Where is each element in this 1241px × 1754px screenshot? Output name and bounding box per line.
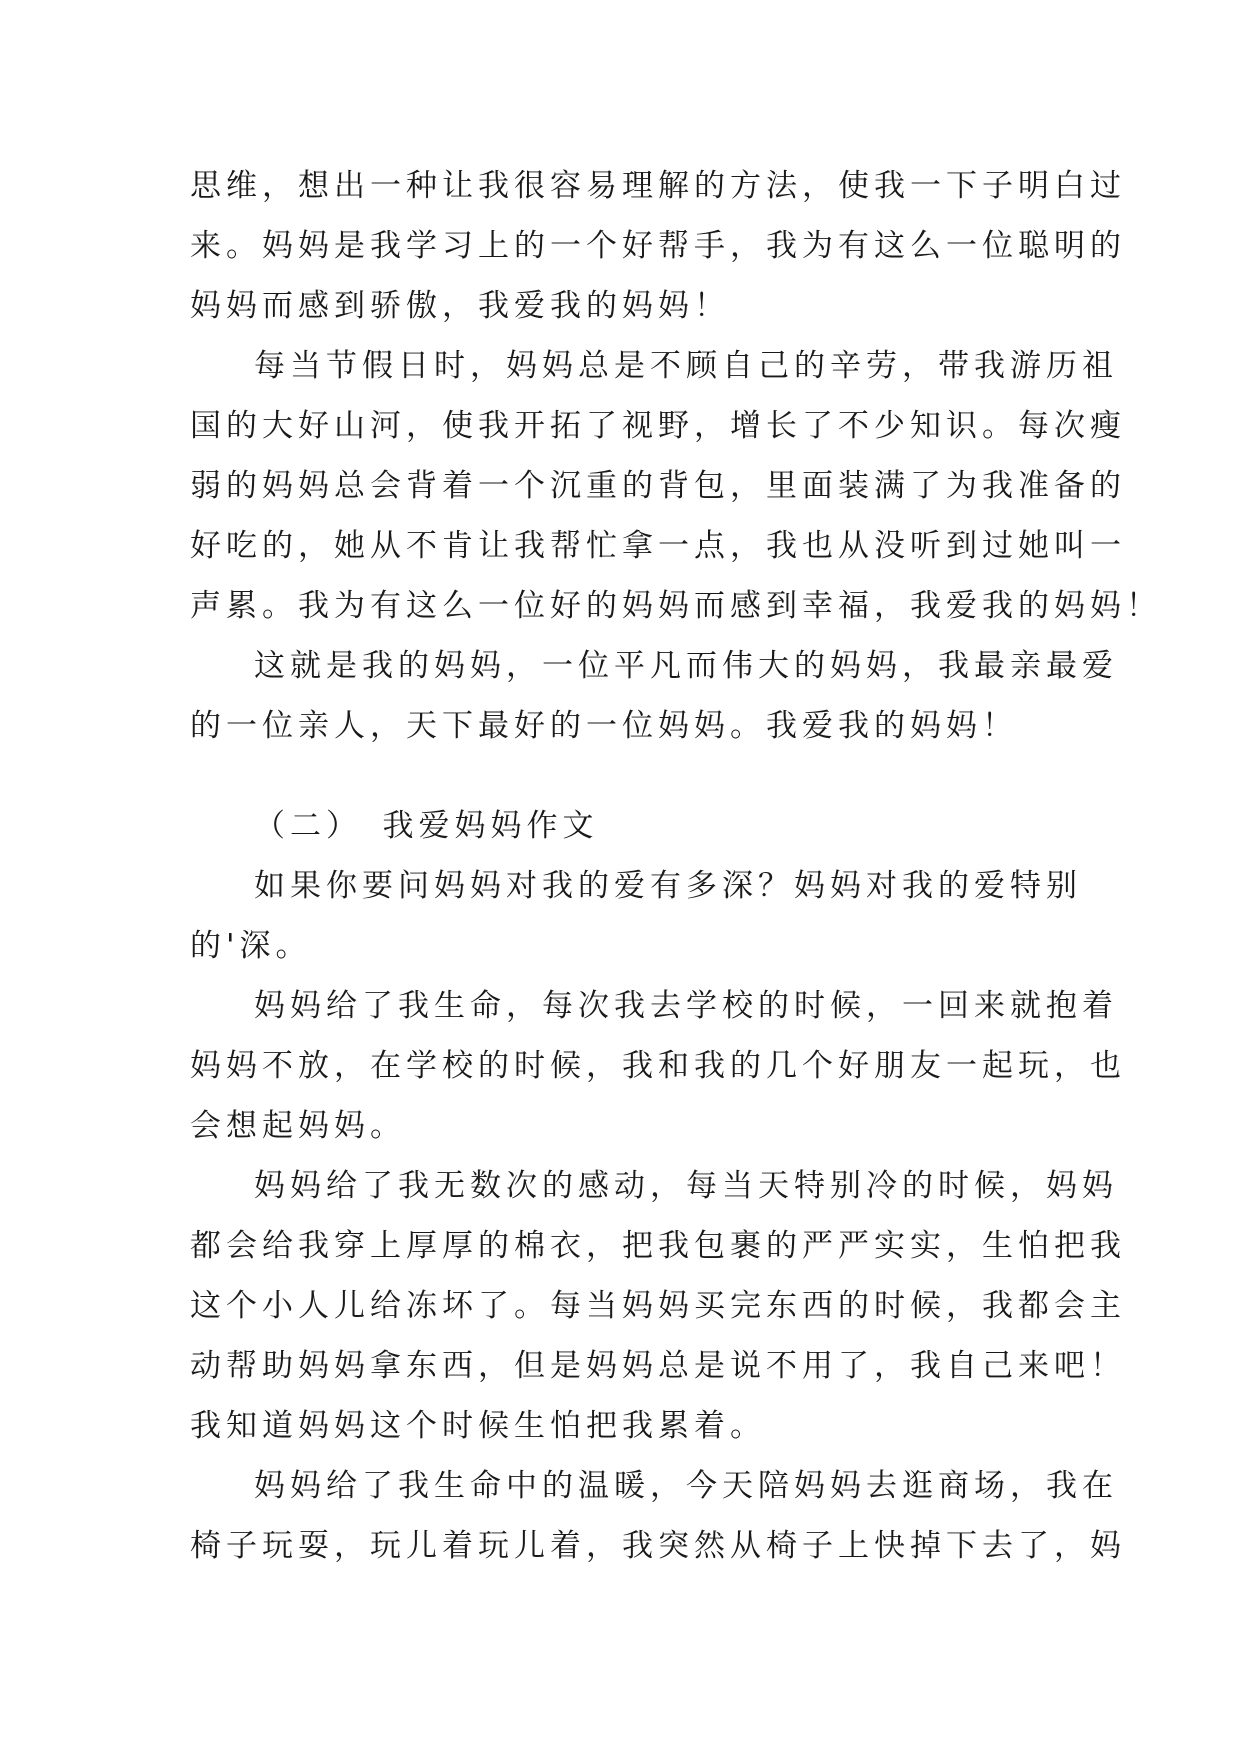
text-line: 好吃的，她从不肯让我帮忙拿一点，我也从没听到过她叫一 xyxy=(190,528,1126,564)
section-title: （二） 我爱妈妈作文 xyxy=(254,808,599,844)
text-line: 声累。我为有这么一位好的妈妈而感到幸福，我爱我的妈妈！ xyxy=(190,588,1162,624)
text-line: 思维，想出一种让我很容易理解的方法，使我一下子明白过 xyxy=(190,168,1126,204)
text-line: 这个小人儿给冻坏了。每当妈妈买完东西的时候，我都会主 xyxy=(190,1288,1126,1324)
text-line: 椅子玩耍，玩儿着玩儿着，我突然从椅子上快掉下去了，妈 xyxy=(190,1528,1126,1564)
text-line: 妈妈给了我生命，每次我去学校的时候，一回来就抱着 xyxy=(254,988,1118,1024)
text-line: 这就是我的妈妈，一位平凡而伟大的妈妈，我最亲最爱 xyxy=(254,648,1118,684)
text-line: 我知道妈妈这个时候生怕把我累着。 xyxy=(190,1408,766,1444)
text-line: 国的大好山河，使我开拓了视野，增长了不少知识。每次瘦 xyxy=(190,408,1126,444)
text-line: 的'深。 xyxy=(190,928,312,964)
text-line: 都会给我穿上厚厚的棉衣，把我包裹的严严实实，生怕把我 xyxy=(190,1228,1126,1264)
text-line: 妈妈给了我生命中的温暖，今天陪妈妈去逛商场，我在 xyxy=(254,1468,1118,1504)
text-line: 动帮助妈妈拿东西，但是妈妈总是说不用了，我自己来吧！ xyxy=(190,1348,1126,1384)
text-line: 妈妈不放，在学校的时候，我和我的几个好朋友一起玩，也 xyxy=(190,1048,1126,1084)
text-line: 会想起妈妈。 xyxy=(190,1108,406,1144)
text-line: 来。妈妈是我学习上的一个好帮手，我为有这么一位聪明的 xyxy=(190,228,1126,264)
text-line: 如果你要问妈妈对我的爱有多深？妈妈对我的爱特别 xyxy=(254,868,1082,904)
text-line: 弱的妈妈总会背着一个沉重的背包，里面装满了为我准备的 xyxy=(190,468,1126,504)
text-line: 妈妈而感到骄傲，我爱我的妈妈！ xyxy=(190,288,730,324)
text-line: 妈妈给了我无数次的感动，每当天特别冷的时候，妈妈 xyxy=(254,1168,1118,1204)
text-line: 的一位亲人，天下最好的一位妈妈。我爱我的妈妈！ xyxy=(190,708,1018,744)
text-line: 每当节假日时，妈妈总是不顾自己的辛劳，带我游历祖 xyxy=(254,348,1118,384)
